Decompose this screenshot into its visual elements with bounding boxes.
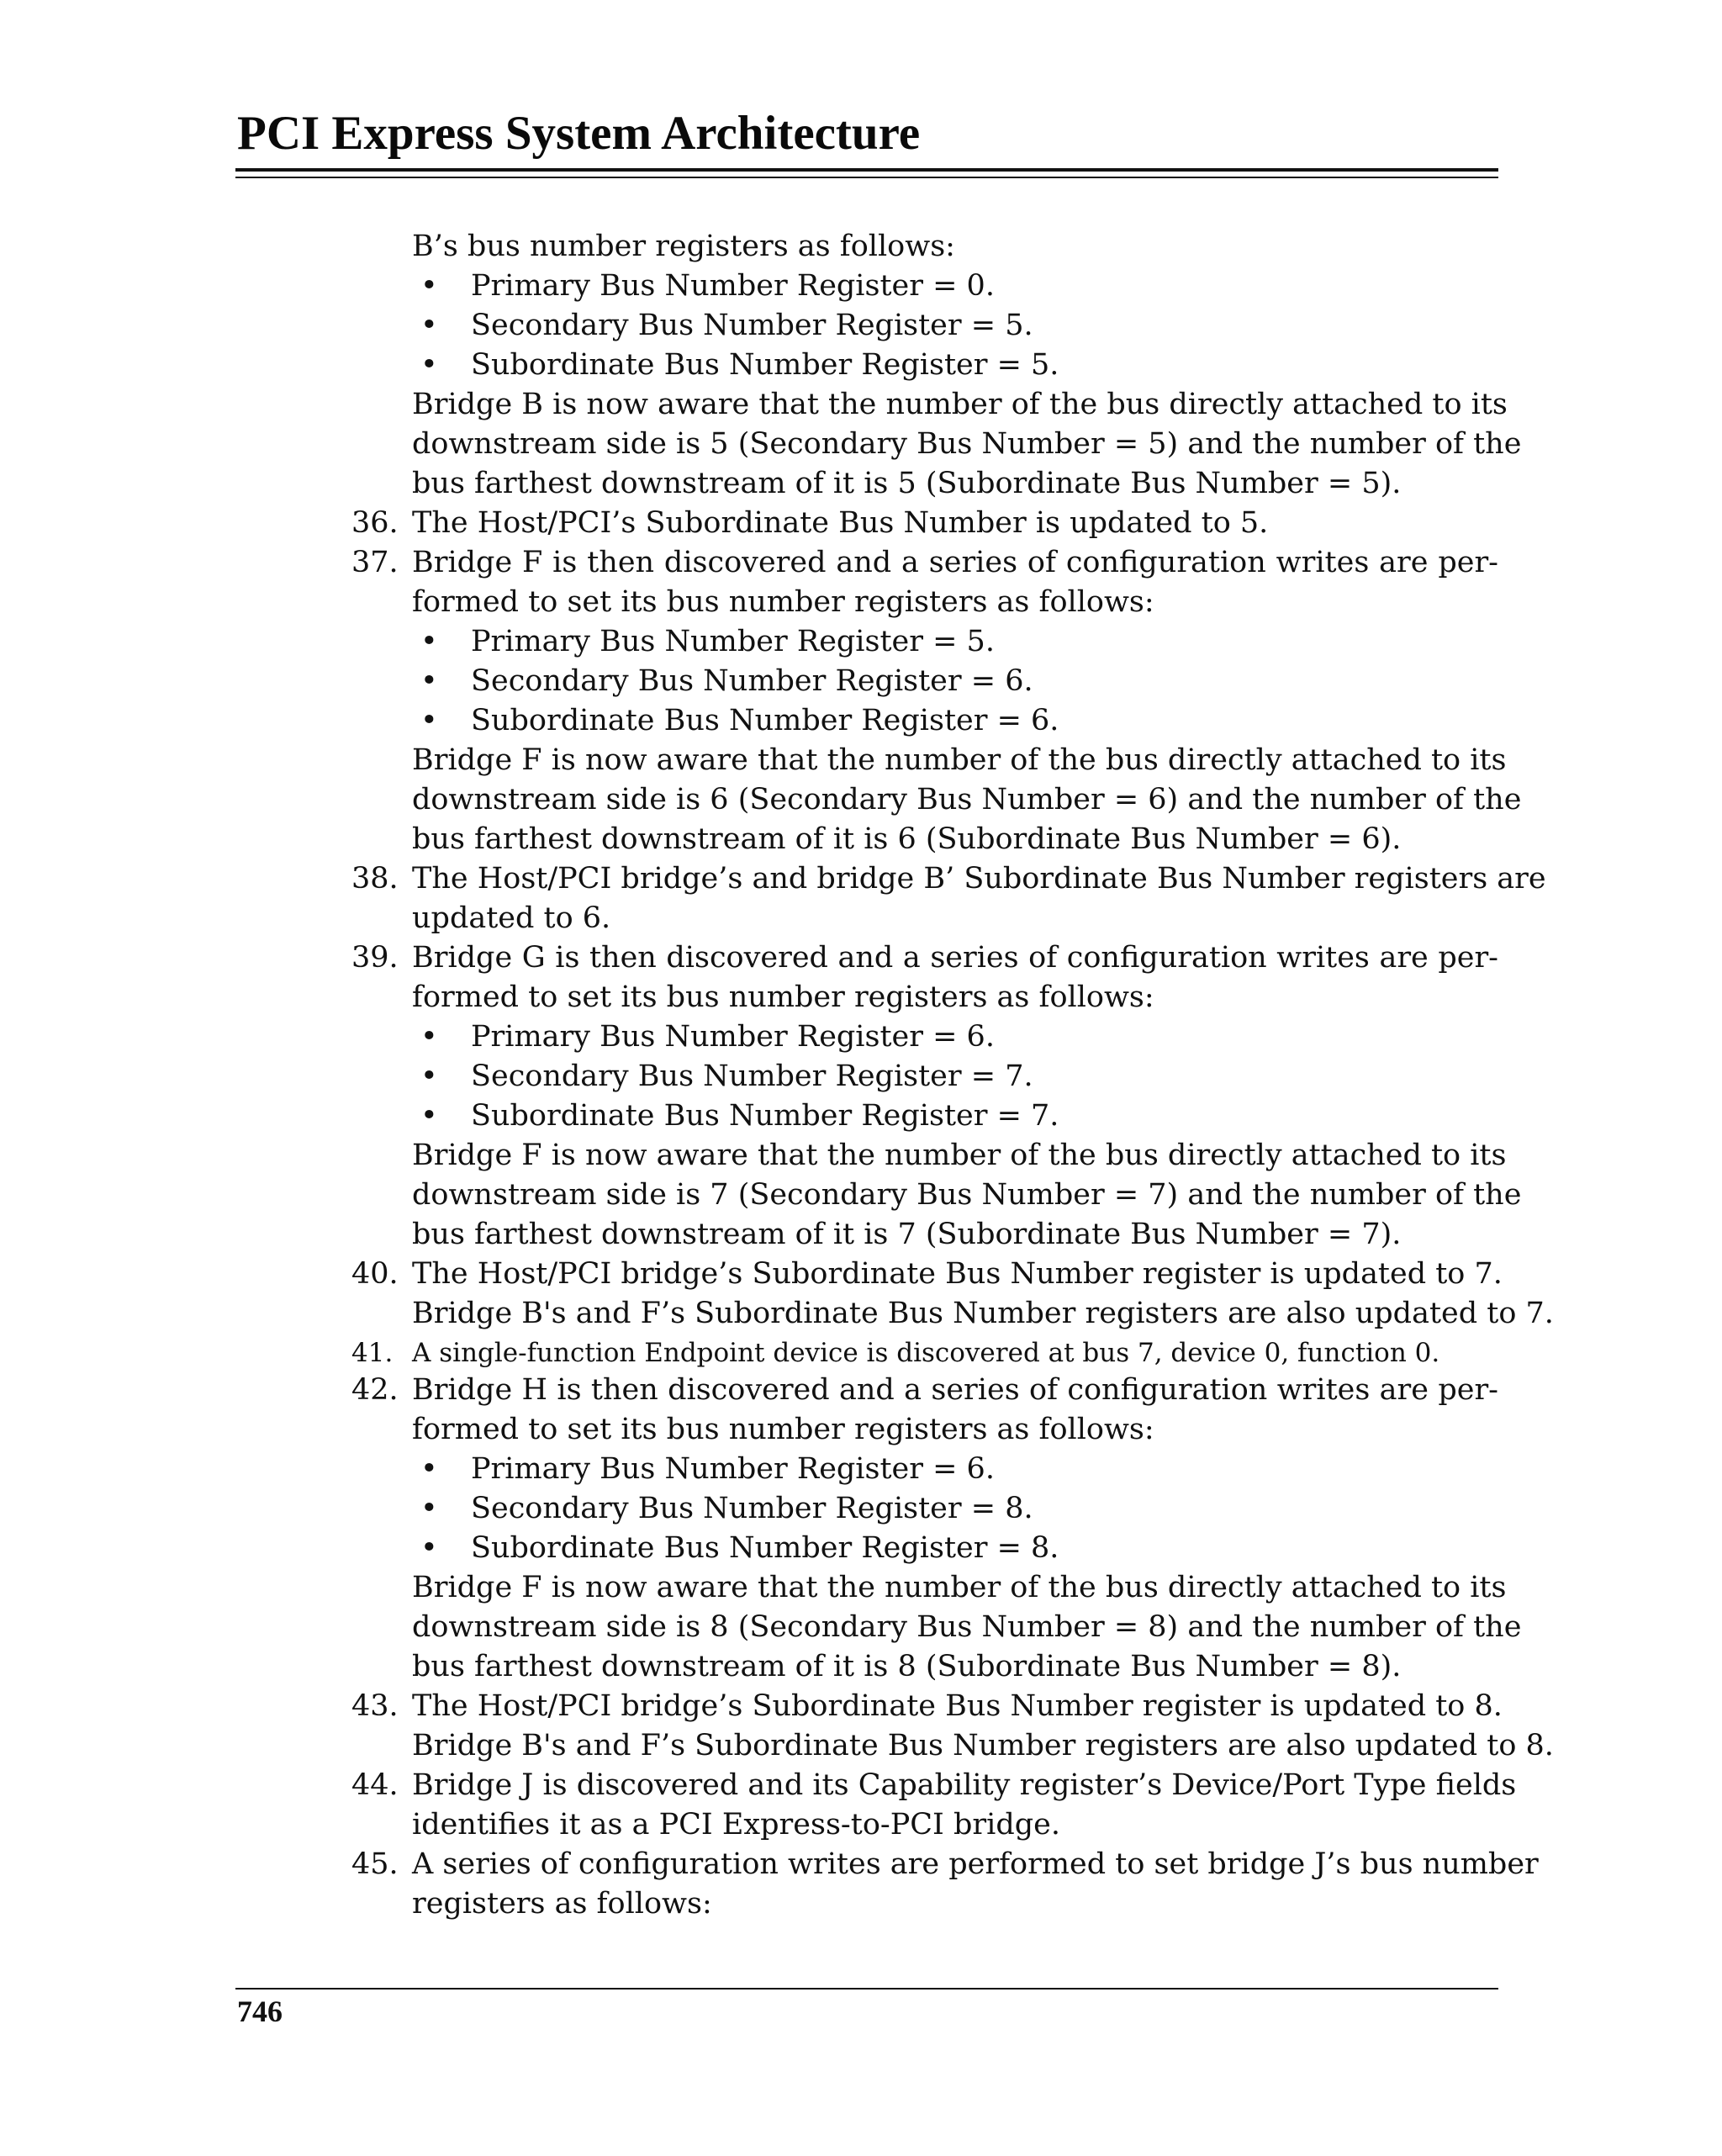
item-number: 41.	[351, 1338, 394, 1368]
bullet-text: Primary Bus Number Register = 6.	[471, 1452, 995, 1486]
intro-lead-text: B’s bus number registers as follows:	[412, 230, 955, 263]
bullet-text: Subordinate Bus Number Register = 7.	[471, 1099, 1059, 1133]
item-text: Bridge F is then discovered and a series of configuration writes are per-	[412, 546, 1498, 579]
paragraph-text: downstream side is 7 (Secondary Bus Number = 7) and the number of the	[412, 1178, 1522, 1212]
paragraph-text: downstream side is 5 (Secondary Bus Number = 5) and the number of the	[412, 427, 1522, 461]
item-text: formed to set its bus number registers as follows:	[412, 585, 1154, 619]
item-text: formed to set its bus number registers as follows:	[412, 980, 1154, 1014]
item-text: updated to 6.	[412, 901, 611, 935]
item-text: registers as follows:	[412, 1887, 712, 1921]
bullet-text: Secondary Bus Number Register = 8.	[471, 1492, 1033, 1525]
item-text: The Host/PCI bridge’s Subordinate Bus Number register is updated to 8.	[412, 1689, 1503, 1723]
bullet-glyph: •	[420, 664, 438, 698]
paragraph-text: bus farthest downstream of it is 8 (Subordinate Bus Number = 8).	[412, 1650, 1402, 1683]
paragraph-text: bus farthest downstream of it is 5 (Subordinate Bus Number = 5).	[412, 467, 1402, 500]
item-text: Bridge B's and F’s Subordinate Bus Number registers are also updated to 8.	[412, 1729, 1554, 1762]
header-rule-thin	[235, 177, 1498, 178]
bullet-glyph: •	[420, 1492, 438, 1525]
page-number: 746	[237, 1995, 283, 2028]
item-number: 36.	[351, 506, 399, 540]
header-rule-thick	[235, 168, 1498, 172]
item-text: The Host/PCI’s Subordinate Bus Number is updated to 5.	[412, 506, 1269, 540]
running-header-title: PCI Express System Architecture	[237, 107, 921, 160]
paragraph-text: Bridge F is now aware that the number of the bus directly attached to its	[412, 1139, 1507, 1172]
item-text: A series of configuration writes are performed to set bridge J’s bus number	[412, 1847, 1539, 1881]
item-text: The Host/PCI bridge’s and bridge B’ Subordinate Bus Number registers are	[412, 862, 1546, 896]
item-number: 45.	[351, 1847, 399, 1881]
bullet-glyph: •	[420, 269, 438, 303]
paragraph-text: bus farthest downstream of it is 6 (Subordinate Bus Number = 6).	[412, 822, 1402, 856]
bullet-glyph: •	[420, 1020, 438, 1054]
item-number: 38.	[351, 862, 399, 896]
item-text: Bridge B's and F’s Subordinate Bus Number registers are also updated to 7.	[412, 1297, 1554, 1330]
paragraph-text: Bridge F is now aware that the number of the bus directly attached to its	[412, 743, 1507, 777]
bullet-glyph: •	[420, 348, 438, 382]
item-number: 40.	[351, 1257, 399, 1291]
paragraph-text: Bridge B is now aware that the number of the bus directly attached to its	[412, 388, 1508, 421]
item-number: 39.	[351, 941, 399, 975]
item-text: Bridge G is then discovered and a series of configuration writes are per-	[412, 941, 1498, 975]
paragraph-text: Bridge F is now aware that the number of the bus directly attached to its	[412, 1571, 1507, 1604]
bullet-text: Subordinate Bus Number Register = 6.	[471, 704, 1059, 737]
item-text: formed to set its bus number registers as follows:	[412, 1413, 1154, 1446]
bullet-glyph: •	[420, 1452, 438, 1486]
item-number: 43.	[351, 1689, 399, 1723]
bullet-glyph: •	[420, 625, 438, 658]
item-text: A single-function Endpoint device is discovered at bus 7, device 0, function 0.	[412, 1338, 1440, 1368]
bullet-glyph: •	[420, 1099, 438, 1133]
item-text: The Host/PCI bridge’s Subordinate Bus Number register is updated to 7.	[412, 1257, 1503, 1291]
bullet-glyph: •	[420, 1531, 438, 1565]
bullet-text: Primary Bus Number Register = 6.	[471, 1020, 995, 1054]
bullet-glyph: •	[420, 1060, 438, 1093]
paragraph-text: bus farthest downstream of it is 7 (Subordinate Bus Number = 7).	[412, 1218, 1402, 1251]
bullet-glyph: •	[420, 704, 438, 737]
item-text: Bridge H is then discovered and a series of configuration writes are per-	[412, 1373, 1498, 1407]
bullet-text: Subordinate Bus Number Register = 5.	[471, 348, 1059, 382]
bullet-text: Secondary Bus Number Register = 6.	[471, 664, 1033, 698]
footer-rule	[235, 1988, 1498, 1990]
item-text: identifies it as a PCI Express-to-PCI bridge.	[412, 1808, 1060, 1842]
bullet-text: Subordinate Bus Number Register = 8.	[471, 1531, 1059, 1565]
item-text: Bridge J is discovered and its Capability register’s Device/Port Type fields	[412, 1768, 1517, 1802]
bullet-text: Primary Bus Number Register = 0.	[471, 269, 995, 303]
item-number: 37.	[351, 546, 399, 579]
paragraph-text: downstream side is 6 (Secondary Bus Number = 6) and the number of the	[412, 783, 1522, 816]
paragraph-text: downstream side is 8 (Secondary Bus Number = 8) and the number of the	[412, 1610, 1522, 1644]
item-number: 42.	[351, 1373, 399, 1407]
bullet-glyph: •	[420, 309, 438, 342]
item-number: 44.	[351, 1768, 399, 1802]
bullet-text: Secondary Bus Number Register = 5.	[471, 309, 1033, 342]
bullet-text: Secondary Bus Number Register = 7.	[471, 1060, 1033, 1093]
bullet-text: Primary Bus Number Register = 5.	[471, 625, 995, 658]
